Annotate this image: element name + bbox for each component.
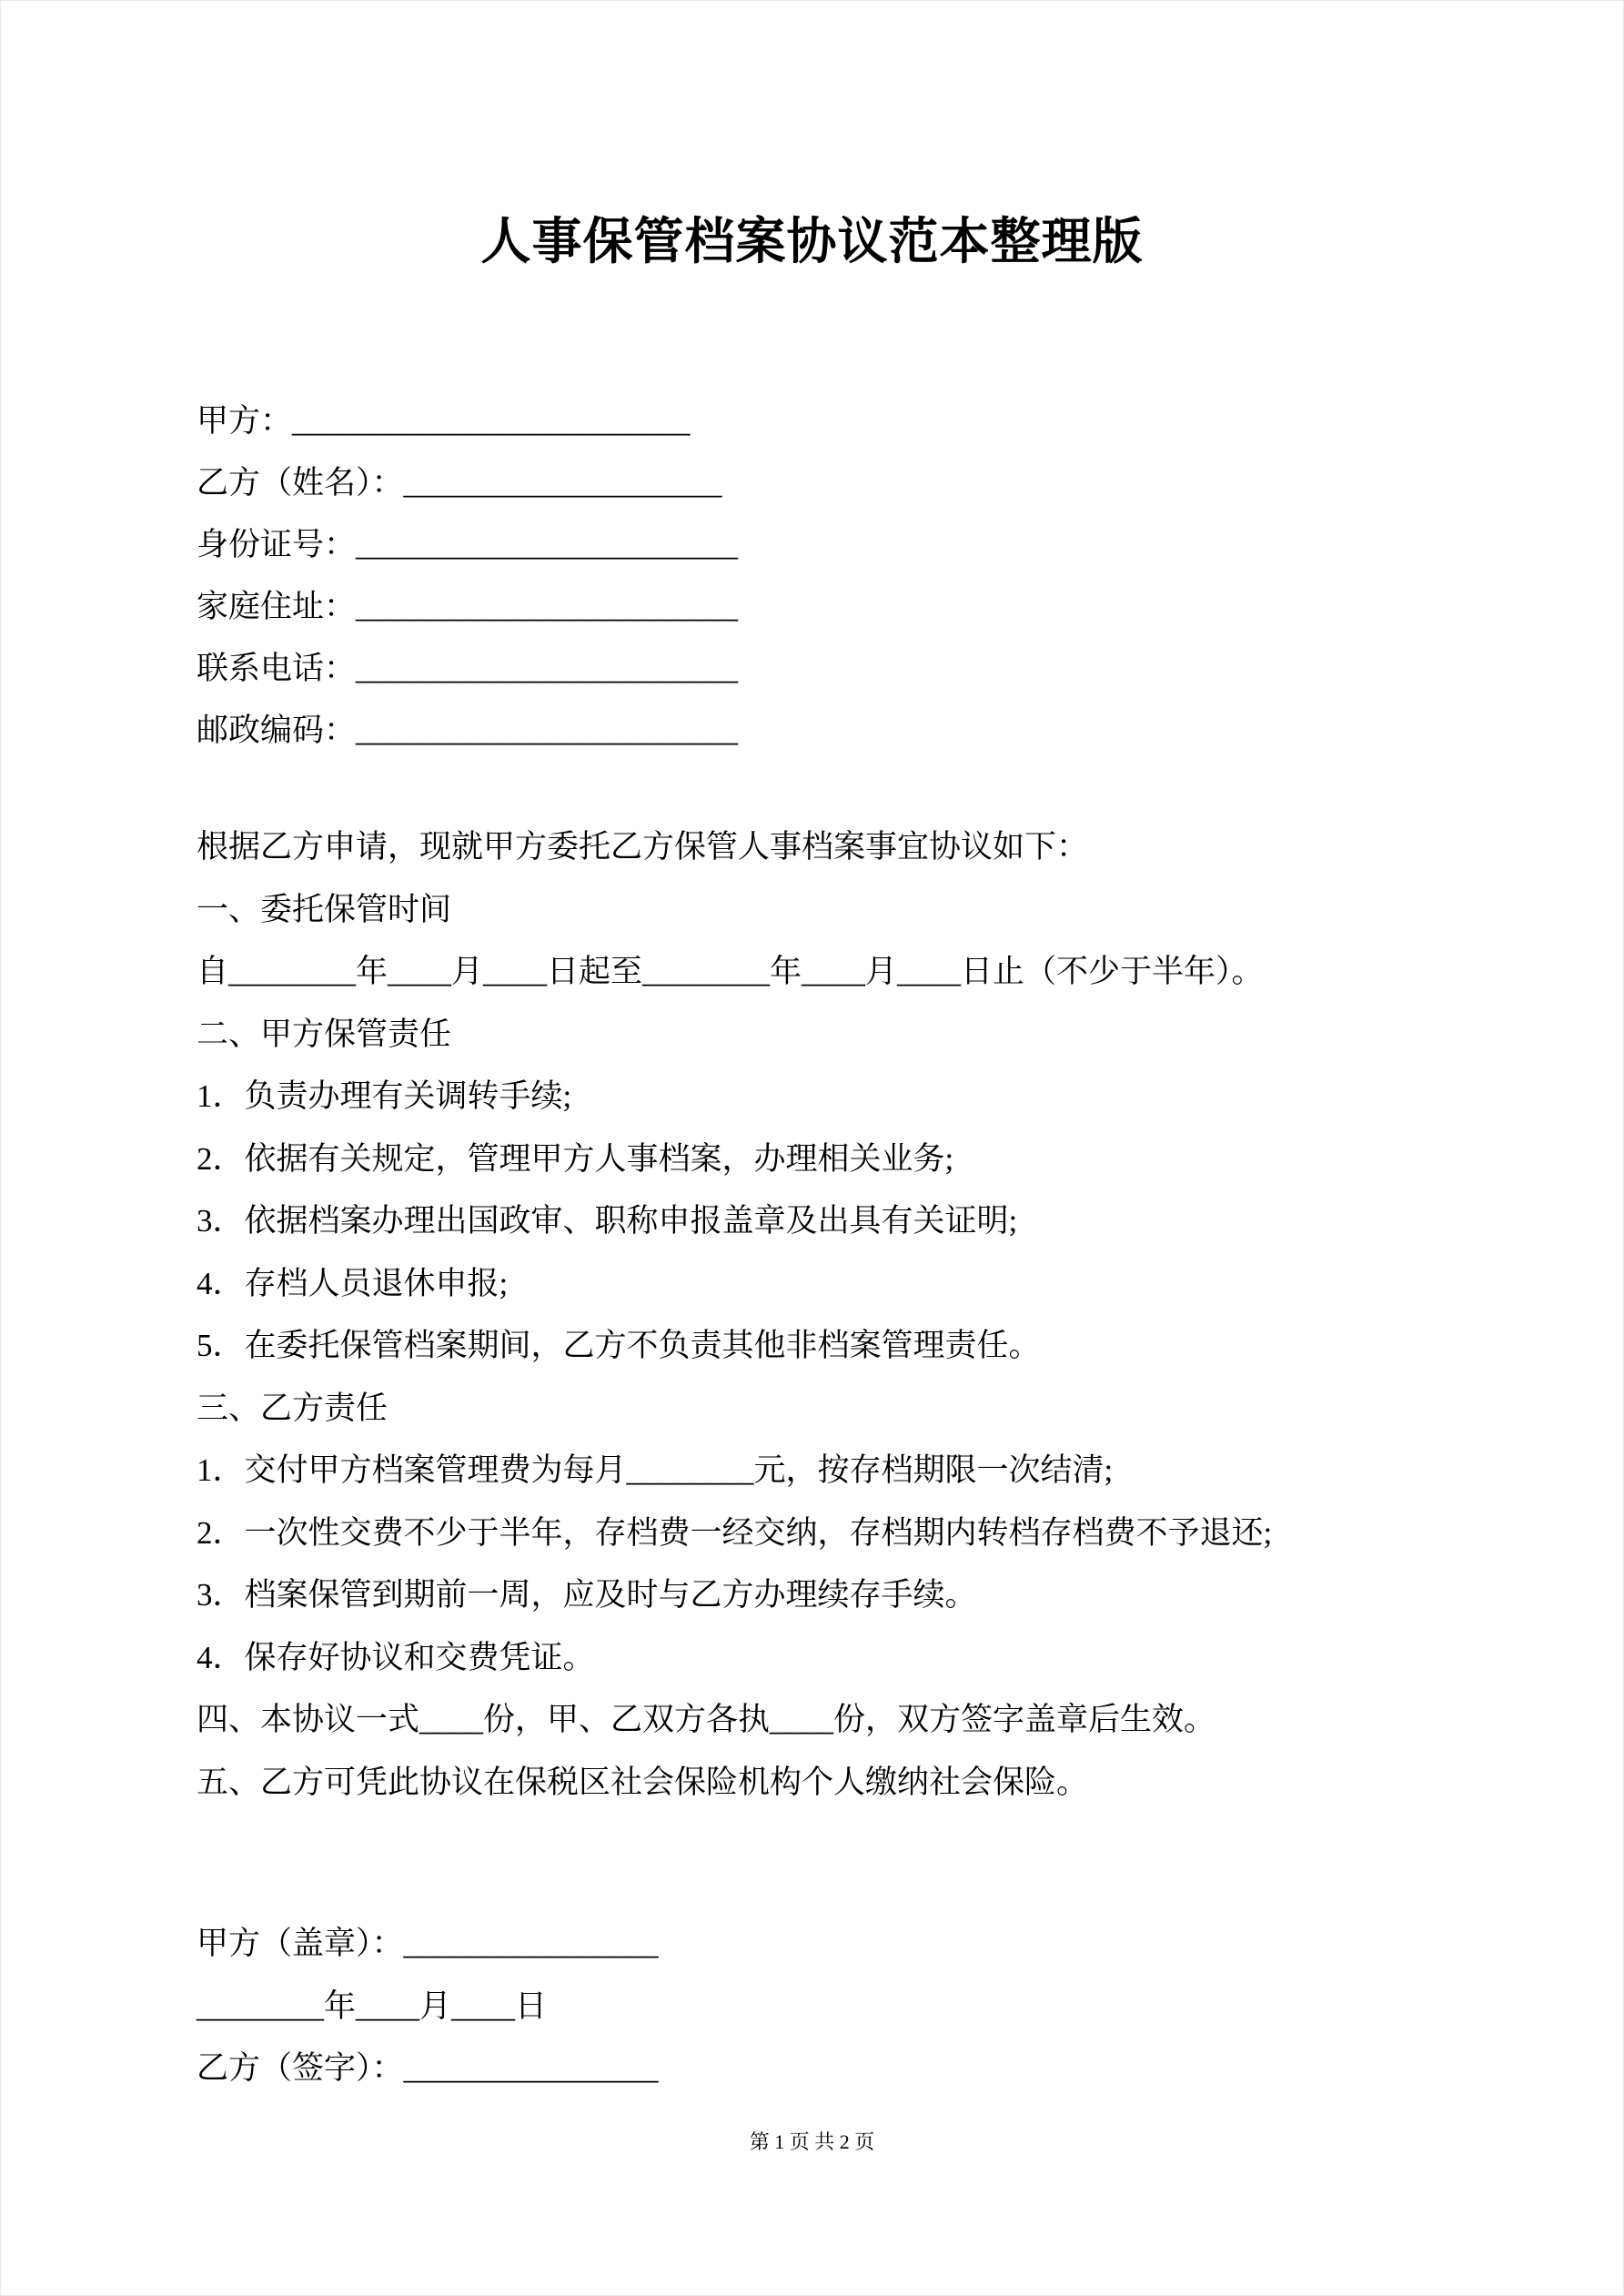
field-party-b-name-label: 乙方（姓名）： — [197, 465, 404, 501]
field-phone-blank-line: ________________________ — [356, 651, 739, 686]
clause-heading-1: 一、委托保管时间 — [197, 891, 452, 927]
field-home-address-label: 家庭住址： — [197, 589, 357, 624]
field-party-a — [197, 390, 1427, 452]
field-home-address-blank-line: ________________________ — [356, 589, 739, 624]
signature-party-b-blank-line: ________________ — [403, 2050, 659, 2086]
clause-heading-5: 五、乙方可凭此协议在保税区社会保险机构个人缴纳社会保险。 — [197, 1764, 1089, 1800]
field-id-number — [197, 514, 1427, 576]
clause-line: 1．交付甲方档案管理费为每月________元，按存档期限一次结清; — [197, 1452, 1114, 1488]
field-phone-label: 联系电话： — [197, 651, 357, 686]
field-home-address — [197, 576, 1427, 638]
field-postal-code-label: 邮政编码： — [197, 713, 357, 748]
signature-party-b-sign — [197, 2038, 1427, 2100]
field-postal-code-blank-line: ________________________ — [356, 713, 739, 748]
clause-line: 2．依据有关规定，管理甲方人事档案，办理相关业务; — [197, 1140, 954, 1177]
party-info-section — [197, 390, 1427, 762]
intro-paragraph: 根据乙方申请，现就甲方委托乙方保管人事档案事宜协议如下： — [197, 829, 1089, 865]
signature-party-a-seal — [197, 1913, 1427, 1976]
clause-line: 3．档案保管到期前一周，应及时与乙方办理续存手续。 — [197, 1577, 977, 1613]
clause-line: 3．依据档案办理出国政审、职称申报盖章及出具有关证明; — [197, 1203, 1018, 1239]
signature-section — [197, 1913, 1427, 2100]
clause-line-date-range: 自________年____月____日起至________年____月____日止（不少于半年）。 — [197, 954, 1264, 989]
clause-heading-2: 二、甲方保管责任 — [197, 1016, 452, 1052]
field-id-number-blank-line: ________________________ — [356, 527, 739, 562]
agreement-body-section — [197, 816, 1427, 1814]
page-number-footer: 第 1 页 共 2 页 — [749, 2130, 875, 2153]
field-party-b-name — [197, 452, 1427, 514]
clause-line: 1．负责办理有关调转手续; — [197, 1078, 572, 1114]
clause-line: 4．存档人员退休申报; — [197, 1265, 509, 1301]
signature-party-a-blank-line: ________________ — [403, 1926, 659, 1961]
clause-line: 4．保存好协议和交费凭证。 — [197, 1639, 595, 1675]
signature-date-line: ________年____月____日 — [197, 1988, 548, 2024]
clause-line: 5．在委托保管档案期间，乙方不负责其他非档案管理责任。 — [197, 1328, 1041, 1363]
clause-heading-3: 三、乙方责任 — [197, 1390, 388, 1426]
field-party-b-name-blank-line: ____________________ — [403, 465, 722, 501]
field-party-a-blank-line: _________________________ — [292, 403, 691, 439]
clause-line: 2．一次性交费不少于半年，存档费一经交纳，存档期内转档存档费不予退还; — [197, 1514, 1273, 1551]
document-title: 人事保管档案协议范本整理版 — [480, 214, 1144, 269]
field-phone — [197, 638, 1427, 700]
clause-heading-4: 四、本协议一式____份，甲、乙双方各执____份，双方签字盖章后生效。 — [197, 1702, 1216, 1737]
field-party-a-label: 甲方： — [197, 403, 293, 439]
signature-party-b-label: 乙方（签字）： — [197, 2050, 404, 2086]
signature-party-a-label: 甲方（盖章）： — [197, 1926, 404, 1961]
document-content — [1, 390, 1623, 2100]
field-id-number-label: 身份证号： — [197, 527, 357, 562]
field-postal-code — [197, 700, 1427, 762]
